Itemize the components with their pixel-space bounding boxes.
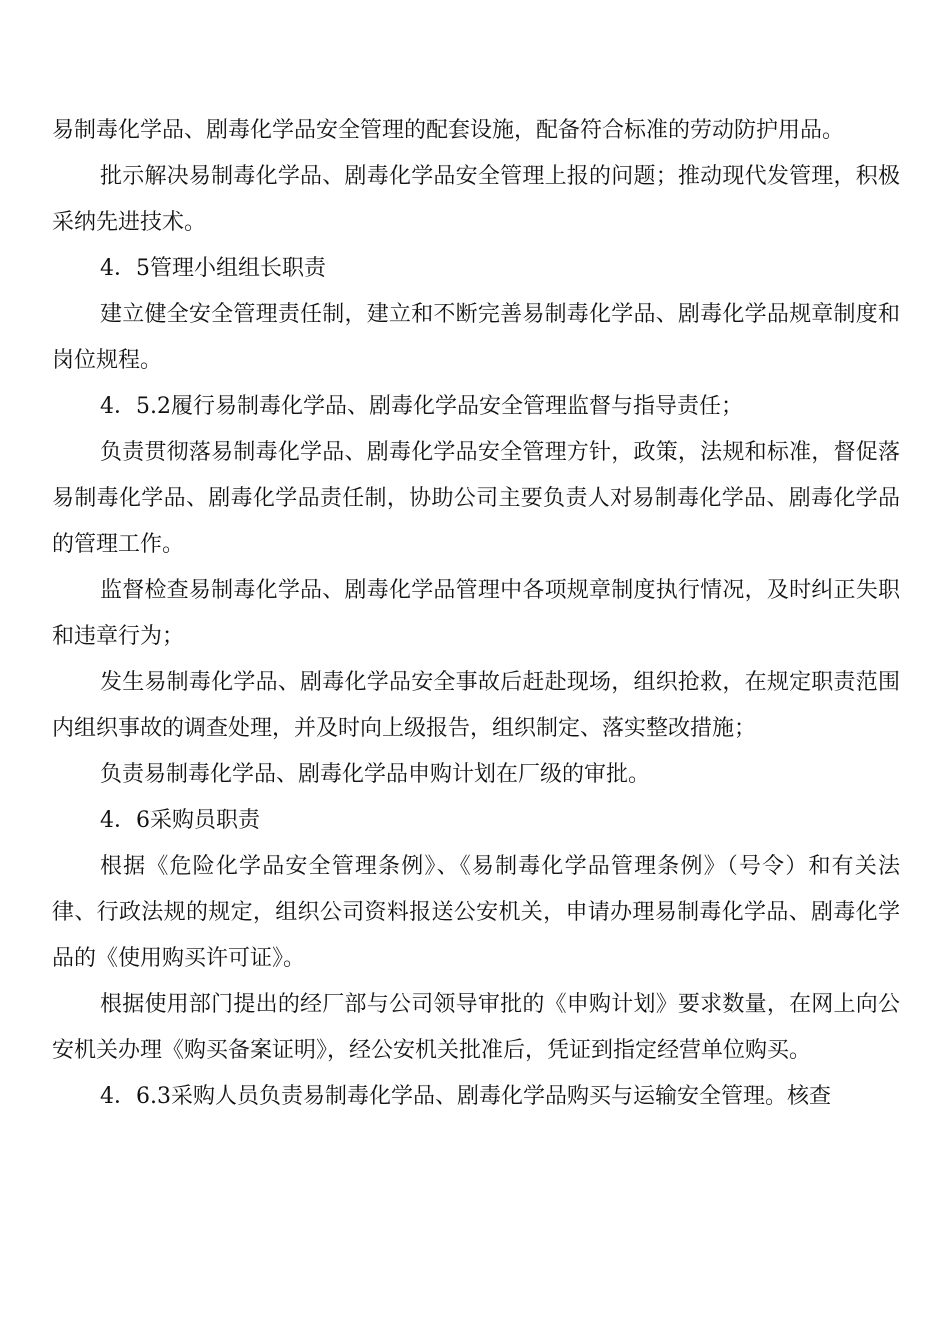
- paragraph-4: 4．5.2履行易制毒化学品、剧毒化学品安全管理监督与指导责任；: [100, 394, 743, 419]
- paragraph-1: 易制毒化学品、剧毒化学品安全管理的配套设施，配备符合标准的劳动防护用品。: [52, 118, 845, 143]
- paragraph-10: 根据使用部门提出的经厂部与公司领导审批的《申购计划》要求数量，在网上向公安机关办理《购买备案证明》，经公安机关批准后，凭证到指定经营单位购买。: [52, 992, 900, 1063]
- document-page: [52, 108, 900, 1120]
- paragraph-6: 监督检查易制毒化学品、剧毒化学品管理中各项规章制度执行情况，及时纠正失职和违章行为；: [52, 578, 900, 649]
- paragraph-2: 批示解决易制毒化学品、剧毒化学品安全管理上报的问题；推动现代发管理，积极采纳先进技术。: [52, 164, 900, 235]
- paragraph-7: 发生易制毒化学品、剧毒化学品安全事故后赶赴现场，组织抢救，在规定职责范围内组织事故的调查处理，并及时向上级报告，组织制定、落实整改措施；: [52, 670, 900, 741]
- paragraph-5: 负责贯彻落易制毒化学品、剧毒化学品安全管理方针，政策，法规和标准，督促落易制毒化学品、剧毒化学品责任制，协助公司主要负责人对易制毒化学品、剧毒化学品的管理工作。: [52, 440, 900, 557]
- section-heading-4-5: 4．5管理小组组长职责: [100, 256, 326, 281]
- section-heading-4-6: 4．6采购员职责: [100, 808, 260, 833]
- paragraph-3: 建立健全安全管理责任制，建立和不断完善易制毒化学品、剧毒化学品规章制度和岗位规程。: [52, 302, 900, 373]
- paragraph-9: 根据《危险化学品安全管理条例》、《易制毒化学品管理条例》（号令）和有关法律、行政法规的规定，组织公司资料报送公安机关，申请办理易制毒化学品、剧毒化学品的《使用购买许可证》。: [52, 854, 900, 971]
- paragraph-8: 负责易制毒化学品、剧毒化学品申购计划在厂级的审批。: [100, 762, 651, 787]
- paragraph-11: 4．6.3采购人员负责易制毒化学品、剧毒化学品购买与运输安全管理。核查: [100, 1084, 831, 1109]
